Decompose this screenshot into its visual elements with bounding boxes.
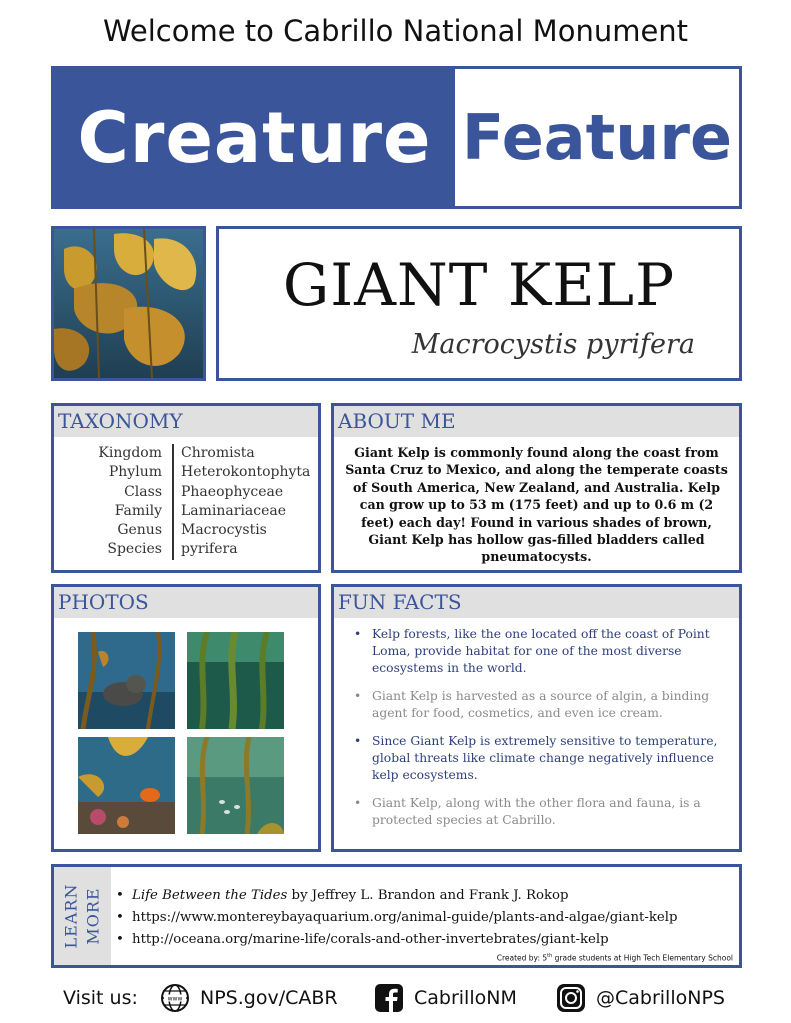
fun-fact-text: Giant Kelp, along with the other flora and fauna, is a protected species at Cabrillo. xyxy=(372,796,701,827)
species-scientific-name: Macrocystis pyrifera xyxy=(411,329,695,360)
facebook-link[interactable] xyxy=(374,983,517,1013)
photo-garibaldi-fish xyxy=(78,737,175,834)
website-text[interactable]: NPS.gov/CABR xyxy=(200,987,338,1009)
oceana-link[interactable]: http://oceana.org/marine-life/corals-and-other-invertebrates/giant-kelp xyxy=(132,932,609,947)
fun-fact-item: • Since Giant Kelp is extremely sensitive to temperature, global threats like climate change negatively influence kelp ecosystems. xyxy=(354,734,718,782)
banner-feature-text: Feature xyxy=(461,101,733,174)
taxonomy-rank: Phylum xyxy=(108,464,162,481)
facebook-icon xyxy=(374,983,404,1013)
learn-more-panel xyxy=(51,864,742,968)
species-title-box xyxy=(216,226,742,381)
footer xyxy=(0,978,791,1018)
visit-us-text: Visit us: xyxy=(63,987,138,1009)
book-title: Life Between the Tides xyxy=(132,888,288,903)
species-common-name: GIANT KELP xyxy=(282,251,676,319)
taxonomy-value: Phaeophyceae xyxy=(181,483,284,500)
credit-line xyxy=(497,953,733,963)
fun-fact-item: • Giant Kelp, along with the other flora and fauna, is a protected species at Cabrillo. xyxy=(354,796,701,827)
taxonomy-value: Heterokontophyta xyxy=(181,464,311,481)
learn-label-line: LEARN xyxy=(61,883,81,949)
taxonomy-heading: TAXONOMY xyxy=(54,406,318,437)
taxonomy-rank: Class xyxy=(124,483,162,500)
facebook-text[interactable]: CabrilloNM xyxy=(414,987,517,1009)
instagram-text[interactable]: @CabrilloNPS xyxy=(596,987,725,1009)
credit-sup: th xyxy=(547,952,553,959)
fun-fact-item: • Kelp forests, like the one located off the coast of Point Loma, provide habitat for one of the most diverse ecosystems in the world. xyxy=(354,627,710,675)
website-link[interactable] xyxy=(160,983,338,1013)
book-authors: by Jeffrey L. Brandon and Frank J. Rokop xyxy=(287,888,569,903)
credit-text: grade students at High Tech Elementary School xyxy=(552,953,733,962)
kelp-main-photo xyxy=(51,226,206,381)
about-me-heading: ABOUT ME xyxy=(334,406,739,437)
photo-kelp-forest-green xyxy=(187,632,284,729)
monterey-bay-link[interactable]: https://www.montereybayaquarium.org/animal-guide/plants-and-algae/giant-kelp xyxy=(132,910,678,925)
instagram-link[interactable] xyxy=(556,983,725,1013)
photo-seal-in-kelp xyxy=(78,632,175,729)
taxonomy-rank: Genus xyxy=(117,522,162,539)
taxonomy-rank: Kingdom xyxy=(98,445,162,461)
creature-feature-banner xyxy=(51,66,742,209)
credit-text: Created by: 5 xyxy=(496,953,548,962)
learn-more-label xyxy=(54,867,111,965)
fun-fact-item: • Giant Kelp is harvested as a source of algin, a binding agent for food, cosmetics, and even ice cream. xyxy=(354,689,710,720)
about-me-text: Giant Kelp is commonly found along the coast from Santa Cruz to Mexico, and along the temperate coasts of South America, New Zealand, and Australia. Kelp can grow up to 53 m (175 feet) and up to 0.6 m (2 feet) each day! Found in various shades of brown, Giant Kelp has hollow gas-filled bladders called pneumatocysts. xyxy=(345,445,728,565)
fun-fact-text: Kelp forests, like the one located off the coast of Point Loma, provide habitat for one of the most diverse ecosystems in the world. xyxy=(372,627,710,675)
instagram-icon xyxy=(556,983,586,1013)
photos-heading: PHOTOS xyxy=(54,587,318,618)
learn-more-book: • Life Between the Tides by Jeffrey L. Brandon and Frank J. Rokop xyxy=(116,888,569,903)
taxonomy-value: Chromista xyxy=(181,445,255,461)
photos-panel xyxy=(51,584,321,852)
fun-facts-heading: FUN FACTS xyxy=(334,587,739,618)
taxonomy-rank: Family xyxy=(114,502,162,519)
page-welcome-title: Welcome to Cabrillo National Monument xyxy=(102,14,689,48)
fun-fact-text: Since Giant Kelp is extremely sensitive to temperature, global threats like climate change negatively influence kelp ecosystems. xyxy=(372,734,718,782)
taxonomy-value: Macrocystis xyxy=(181,522,267,539)
fun-facts-panel xyxy=(331,584,742,852)
photo-kelp-with-fish xyxy=(187,737,284,834)
globe-icon xyxy=(160,983,190,1013)
taxonomy-value: pyrifera xyxy=(181,541,238,558)
svg-text:www: www xyxy=(167,995,183,1003)
banner-creature-text: Creature xyxy=(54,69,455,206)
about-me-panel xyxy=(331,403,742,573)
taxonomy-value: Laminariaceae xyxy=(181,502,287,519)
fun-fact-text: Giant Kelp is harvested as a source of algin, a binding agent for food, cosmetics, and even ice cream. xyxy=(372,689,710,720)
visit-us-label xyxy=(63,987,138,1009)
taxonomy-rank: Species xyxy=(107,541,162,558)
learn-more-link[interactable]: • http://oceana.org/marine-life/corals-and-other-invertebrates/giant-kelp xyxy=(116,932,609,947)
learn-label-line: MORE xyxy=(83,887,103,945)
taxonomy-panel xyxy=(51,403,321,573)
learn-more-link[interactable]: • https://www.montereybayaquarium.org/animal-guide/plants-and-algae/giant-kelp xyxy=(116,910,678,925)
